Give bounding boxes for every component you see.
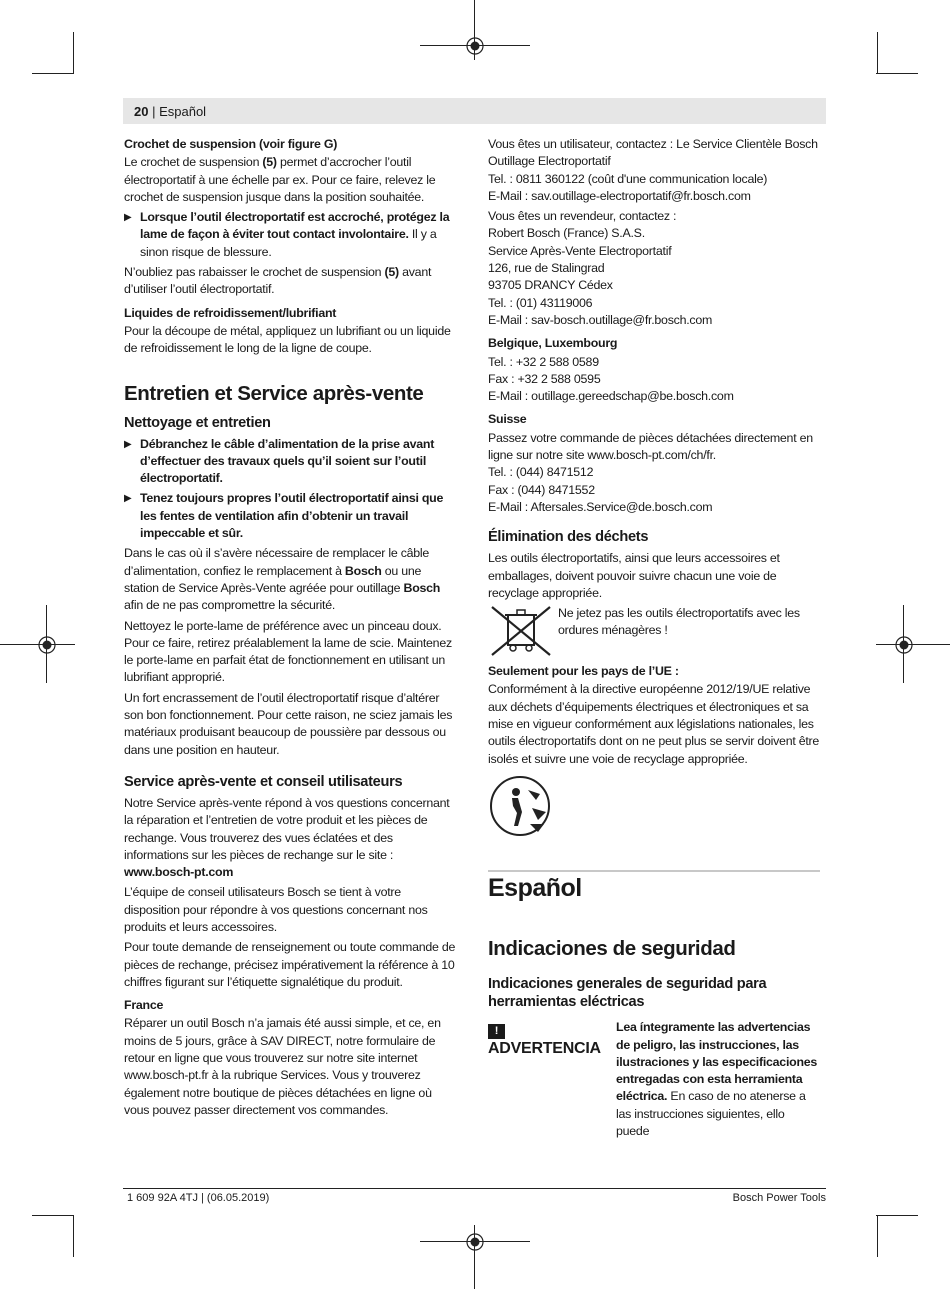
- warning-text: Lea íntegramente las advertencias de peligro, las instrucciones, las ilustraciones y las especificaciones entregadas con esta herramienta eléctrica. En caso de no atenerse a las instrucciones siguientes, ello puede: [616, 1020, 818, 1138]
- registration-mark-icon: [37, 635, 57, 655]
- dealer-contact: Vous êtes un revendeur, contactez : Robert Bosch (France) S.A.S. Service Après-Vente Electroportatif 126, rue de Stalingrad 93705 DRANCY Cédex Tel. : (01) 43119006 E-Mail : sav-bosch.outillage@fr.bosch.com: [488, 209, 713, 327]
- bin-notice: [488, 605, 820, 657]
- registration-mark-icon: [894, 635, 914, 655]
- footer-brand: Bosch Power Tools: [732, 1192, 826, 1204]
- crossed-bin-icon: [488, 605, 558, 657]
- coolant-paragraph: Pour la découpe de métal, appliquez un lubrifiant ou un liquide de refroidissement le long de la ligne de coupe.: [124, 323, 451, 356]
- bullet-triangle-icon: ▶: [124, 438, 132, 450]
- registration-mark-icon: [465, 36, 485, 56]
- warning-triangle-icon: !: [488, 1024, 505, 1039]
- triman-recycling-icon: [488, 772, 558, 842]
- crop-mark: [877, 32, 878, 74]
- crop-mark: [32, 73, 74, 74]
- safety-heading: Indicaciones de seguridad: [488, 937, 736, 961]
- service-paragraph-1: Notre Service après-vente répond à vos questions concernant la réparation et l’entretien de votre produit et les pièces de rechange. Vous trouverez des vues éclatées et des informations sur les pièces de rechange sur le site : www.bosch-pt.com: [124, 795, 450, 880]
- swiss-contact: Passez votre commande de pièces détachées directement en ligne sur notre site www.bosch-pt.com/ch/fr. Tel. : (044) 8471512 Fax : (044) 8471552 E-Mail : Aftersales.Service@de.bosch.com: [488, 430, 813, 514]
- bullet-triangle-icon: ▶: [124, 212, 132, 224]
- cleaning-bullet-2: ▶ Tenez toujours propres l’outil électroportatif ainsi que les fentes de ventilation afin d’obtenir un travail impeccable et sûr.: [124, 490, 456, 542]
- warning-label: !ADVERTENCIA: [488, 1025, 601, 1058]
- hook-paragraph-2: N’oubliez pas rabaisser le crochet de suspension (5) avant d’utiliser l’outil électroportatif.: [124, 265, 432, 297]
- hook-bullet: ▶ Lorsque l’outil électroportatif est accroché, protégez la lame de façon à éviter tout contact involontaire. Il y a sinon risque de blessure.: [124, 209, 456, 261]
- belgium-contact: Tel. : +32 2 588 0589 Fax : +32 2 588 0595 E-Mail : outillage.gereedschap@be.bosch.com: [488, 354, 734, 404]
- disposal-heading: Élimination des déchets: [488, 529, 649, 546]
- crop-mark: [876, 1215, 918, 1216]
- page-header: 20 | Español: [134, 104, 207, 119]
- user-contact: Vous êtes un utilisateur, contactez : Le Service Clientèle Bosch Outillage Electroportatif Tel. : 0811 360122 (coût d'une communication locale) E-Mail : sav.outillage-electroportatif@fr.bosch.com: [488, 137, 818, 203]
- crop-mark: [32, 1215, 74, 1216]
- service-paragraph-3: Pour toute demande de renseignement ou toute commande de pièces de rechange, précisez impérativement la référence à 10 chiffres figurant sur l’étiquette signalétique du produit.: [124, 940, 456, 989]
- france-paragraph: Réparer un outil Bosch n’a jamais été aussi simple, et ce, en moins de 5 jours, grâce à SAV DIRECT, notre formulaire de retour en ligne que vous trouverez sur notre site internet www.bosch-pt.fr à la rubrique Services. Vous y trouverez également notre boutique de pièces détachées en ligne où vous pouvez passer directement vos commandes.: [124, 1016, 441, 1117]
- cleaning-paragraph-2: Nettoyez le porte-lame de préférence avec un pinceau doux. Pour ce faire, retirez préalablement la lame de scie. Maintenez le porte-lame en parfait état de fonctionnement en utilisant un lubrifiant approprié.: [124, 618, 452, 685]
- crop-mark: [73, 1215, 74, 1257]
- bin-text: Ne jetez pas les outils électroportatifs avec les ordures ménagères !: [558, 606, 800, 638]
- section-rule: [488, 870, 820, 872]
- belgium-title: Belgique, Luxembourg: [488, 336, 618, 351]
- page-header-bar: [123, 98, 826, 124]
- coolant-title: Liquides de refroidissement/lubrifiant: [124, 305, 337, 320]
- general-safety-heading: Indicaciones generales de seguridad para herramientas eléctricas: [488, 976, 767, 1011]
- maintenance-heading: Entretien et Service après-vente: [124, 381, 424, 405]
- swiss-title: Suisse: [488, 412, 527, 427]
- cleaning-paragraph-3: Un fort encrassement de l’outil électroportatif risque d’altérer son bon fonctionnement. Pour cette raison, ne sciez jamais les matériaux produisant beaucoup de poussière par dessous ou dans une position en hauteur.: [124, 690, 453, 757]
- footer-doc-id: 1 609 92A 4TJ | (06.05.2019): [127, 1192, 270, 1204]
- page-number: 20: [134, 104, 149, 119]
- crop-mark: [73, 32, 74, 74]
- left-column: [124, 136, 456, 1122]
- cleaning-bullet-1: ▶ Débranchez le câble d’alimentation de la prise avant d’effectuer des travaux quels qu’il soient sur l’outil électroportatif.: [124, 436, 456, 488]
- section-name: Español: [159, 104, 207, 119]
- right-column: [488, 136, 820, 1140]
- bullet-triangle-icon: ▶: [124, 493, 132, 505]
- crop-mark: [877, 1215, 878, 1257]
- crop-mark: [876, 73, 918, 74]
- footer-rule: [123, 1188, 826, 1189]
- france-title: France: [124, 998, 164, 1013]
- cleaning-heading: Nettoyage et entretien: [124, 414, 271, 431]
- service-paragraph-2: L’équipe de conseil utilisateurs Bosch se tient à votre disposition pour répondre à vos questions concernant nos produits et leurs accessoires.: [124, 885, 428, 934]
- warning-row: [488, 1019, 820, 1140]
- eu-paragraph: Conformément à la directive européenne 2012/19/UE relative aux déchets d’équipements électriques et électroniques et sa mise en vigueur conformément aux législations nationales, les outils électroportatifs dont on ne peut plus se servir doivent être isolés et suivre une voie de recyclage appropriée.: [488, 682, 820, 766]
- registration-mark-icon: [465, 1232, 485, 1252]
- cleaning-paragraph-1: Dans le cas où il s’avère nécessaire de remplacer le câble d’alimentation, confiez le remplacement à Bosch ou une station de Service Après-Vente agréée pour outillage Bosch afin de ne pas compromettre la sécurité.: [124, 546, 441, 613]
- language-title: Español: [488, 873, 582, 902]
- hook-paragraph: Le crochet de suspension (5) permet d’accrocher l’outil électroportatif à une échelle par ex. Pour ce faire, relevez le crochet de suspension jusque dans la position souhaitée.: [124, 155, 436, 204]
- service-heading: Service après-vente et conseil utilisateurs: [124, 773, 403, 790]
- hook-title: Crochet de suspension (voir figure G): [124, 137, 338, 151]
- eu-title: Seulement pour les pays de l’UE :: [488, 664, 679, 679]
- disposal-paragraph: Les outils électroportatifs, ainsi que leurs accessoires et emballages, doivent pouvoir suivre chacun une voie de recyclage appropriée.: [488, 551, 780, 600]
